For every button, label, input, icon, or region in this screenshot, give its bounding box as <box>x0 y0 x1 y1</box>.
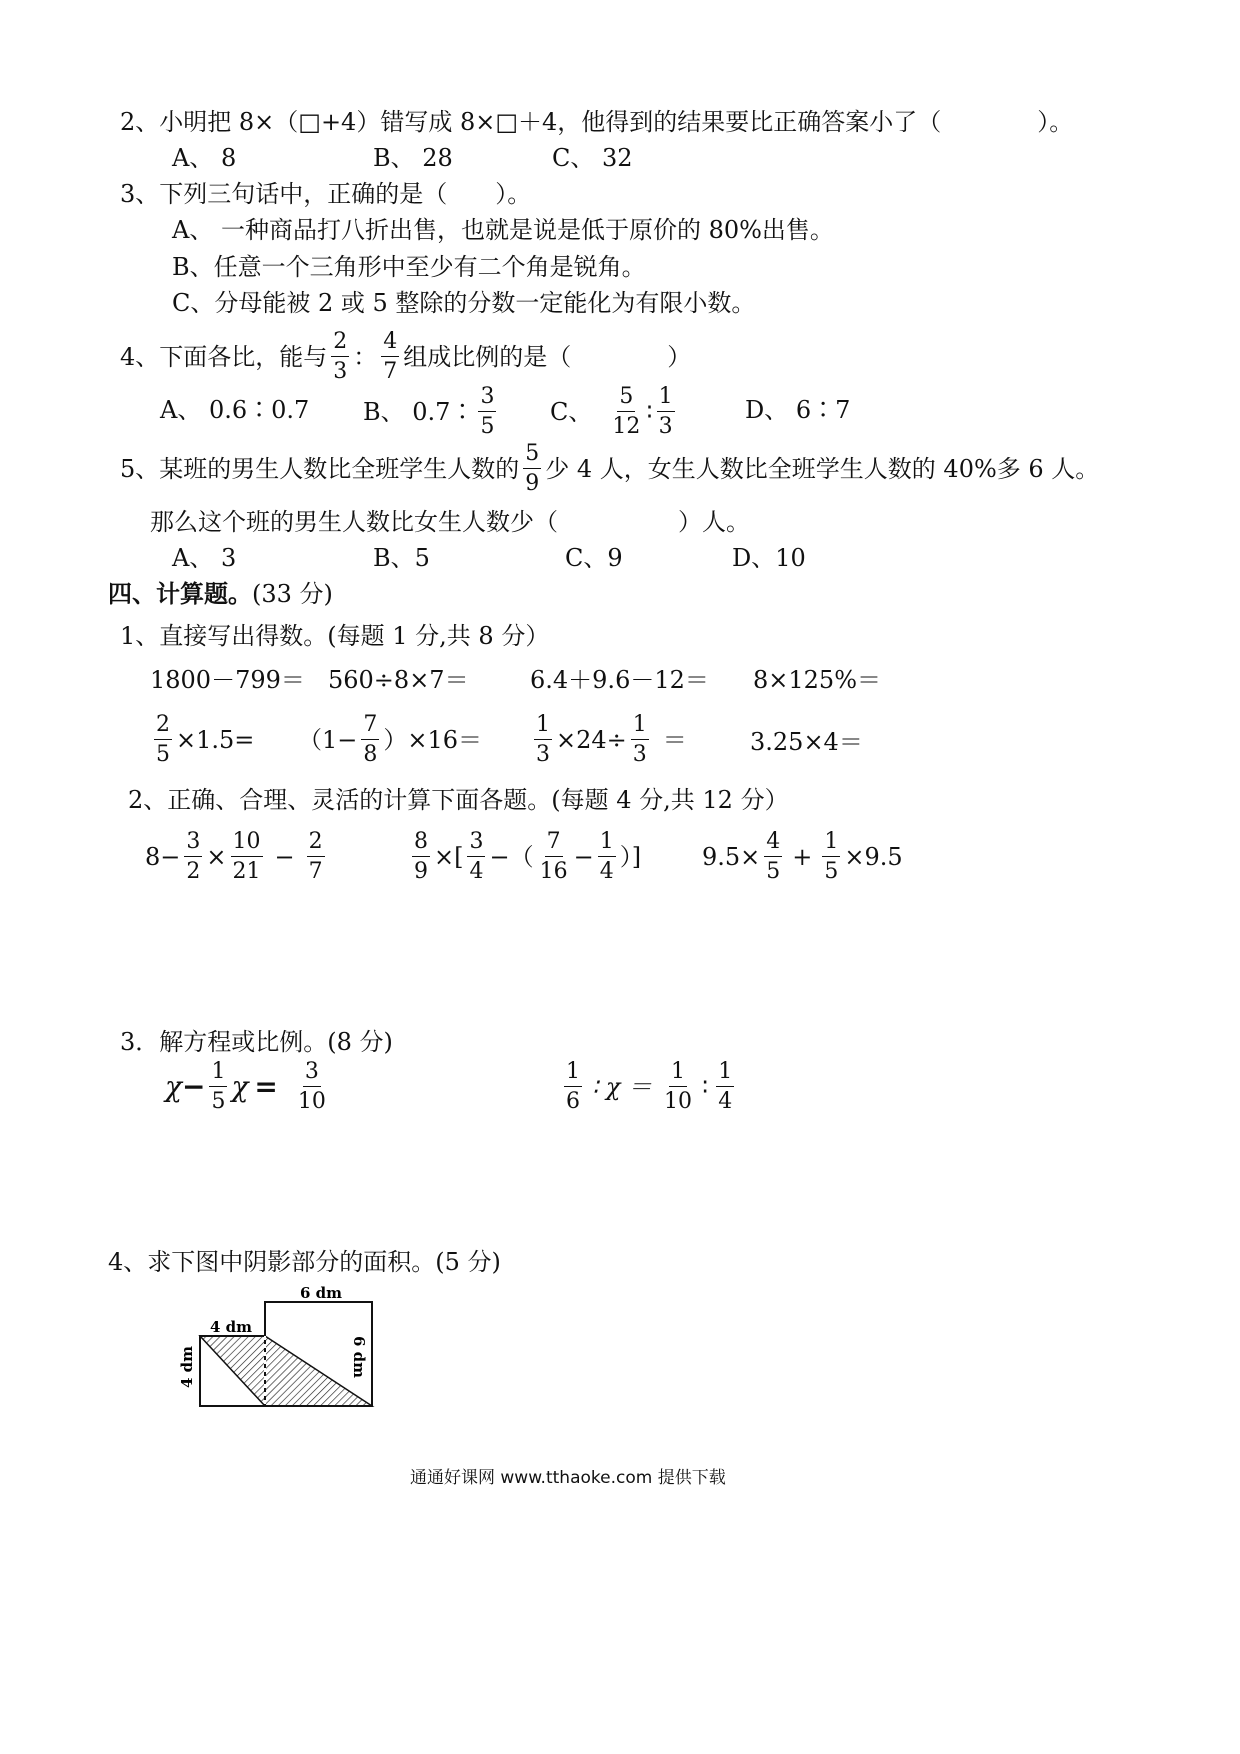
q5-line1-suffix: 少 4 人，女生人数比全班学生人数的 40%多 6 人。 <box>545 454 1100 483</box>
denominator: 6 <box>566 1089 580 1115</box>
q4-option-b-prefix: B、 0.7∶ <box>363 397 475 426</box>
denominator: 5 <box>480 414 495 440</box>
equation-2 <box>560 1060 738 1113</box>
e3-op: + <box>792 842 813 871</box>
q3-option-c: C、分母能被 2 或 5 整除的分数一定能化为有限小数。 <box>172 289 756 317</box>
e1-fraction-3 <box>307 830 325 883</box>
question-5-line-1 <box>120 442 1099 495</box>
e1-fraction-2 <box>231 830 263 883</box>
calc-2-expression-1 <box>145 830 329 883</box>
calc-1-item-5-fraction <box>154 713 172 766</box>
denominator: 7 <box>308 859 323 885</box>
calc-1-item-7-fraction-2 <box>631 713 649 766</box>
q4-option-c-fraction-2 <box>657 385 675 438</box>
denominator: 12 <box>612 414 641 440</box>
numerator: 8 <box>412 830 430 857</box>
e2-fraction-4 <box>598 830 616 883</box>
numerator: 2 <box>331 330 349 357</box>
eq2-fraction-1 <box>564 1060 582 1113</box>
q3-option-b: B、任意一个三角形中至少有二个角是锐角。 <box>172 253 646 281</box>
q4-stem-suffix: 组成比例的是（ ） <box>403 342 692 371</box>
numerator: 1 <box>716 1060 734 1087</box>
e2-fraction-2 <box>467 830 485 883</box>
calc-1-item-7 <box>530 713 687 766</box>
q5-option-c: C、9 <box>565 544 623 572</box>
numerator: 10 <box>231 830 263 857</box>
e3-prefix: 9.5× <box>702 842 761 871</box>
numerator: 1 <box>534 713 552 740</box>
label-top: 6 dm <box>300 1284 343 1302</box>
section-4-heading <box>108 579 333 608</box>
numerator: 2 <box>307 830 325 857</box>
question-5-line-2: 那么这个班的男生人数比女生人数少（ ）人。 <box>150 508 750 536</box>
minus-sign: − <box>181 1069 206 1103</box>
e2-op-2: −（ <box>489 842 534 871</box>
denominator: 3 <box>536 742 550 768</box>
calc-2-expression-3 <box>702 830 903 883</box>
label-right-side: 6 dm <box>350 1336 368 1379</box>
denominator: 10 <box>297 1089 326 1115</box>
numerator: 1 <box>822 830 840 857</box>
calc-1-item-3: 6.4＋9.6－12＝ <box>530 666 709 694</box>
shaded-triangle <box>200 1336 372 1406</box>
q4-stem-prefix: 4、下面各比，能与 <box>120 342 328 371</box>
q4-option-b <box>363 385 500 438</box>
calc-4-title: 4、求下图中阴影部分的面积。(5 分) <box>108 1248 501 1276</box>
denominator: 4 <box>469 859 484 885</box>
denominator: 9 <box>525 471 540 497</box>
q2-option-c: C、 32 <box>552 144 633 172</box>
e3-fraction-1 <box>764 830 782 883</box>
q5-fraction <box>523 442 541 495</box>
calc-2-expression-2 <box>408 830 641 883</box>
e2-fraction-1 <box>412 830 430 883</box>
e1-op-1: × <box>206 842 227 871</box>
numerator: 1 <box>564 1060 582 1087</box>
eq2-colon: ∶ <box>702 1072 709 1101</box>
q5-line1-prefix: 5、某班的男生人数比全班学生人数的 <box>120 454 520 483</box>
e2-op-1: ×[ <box>434 842 464 871</box>
calc-1-item-7-suffix: ＝ <box>662 725 687 754</box>
calc-1-item-6-suffix: ）×16＝ <box>383 725 483 754</box>
denominator: 8 <box>363 742 378 768</box>
denominator: 5 <box>156 742 170 768</box>
denominator: 21 <box>232 859 261 885</box>
q5-option-d: D、10 <box>732 544 806 572</box>
label-left-side: 4 dm <box>178 1345 196 1388</box>
e1-prefix: 8− <box>145 842 181 871</box>
e2-fraction-3 <box>538 830 570 883</box>
calc-1-item-2: 560÷8×7＝ <box>328 666 469 694</box>
numerator: 1 <box>598 830 616 857</box>
q4-option-d: D、 6∶7 <box>745 396 851 424</box>
calc-3-title: 3．解方程或比例。(8 分) <box>120 1028 393 1056</box>
q4-option-c-fraction-1 <box>610 385 642 438</box>
e3-fraction-2 <box>822 830 840 883</box>
calc-1-item-6 <box>298 713 482 766</box>
eq2-fraction-2 <box>662 1060 694 1113</box>
eq2-fraction-3 <box>716 1060 734 1113</box>
eq2-middle: ∶ χ ＝ <box>592 1072 653 1101</box>
denominator: 4 <box>718 1089 733 1115</box>
denominator: 3 <box>333 359 348 385</box>
calc-1-item-8: 3.25×4＝ <box>750 728 863 756</box>
calc-1-item-5 <box>150 713 254 766</box>
q4-option-c-colon: ∶ <box>646 397 653 426</box>
denominator: 9 <box>414 859 428 885</box>
numerator: 4 <box>381 330 399 357</box>
question-2-stem: 2、小明把 8×（□+4）错写成 8×□＋4，他得到的结果要比正确答案小了（ ）。 <box>120 108 1074 136</box>
denominator: 5 <box>824 859 839 885</box>
variable-x: χ <box>165 1069 182 1103</box>
denominator: 2 <box>186 859 201 885</box>
numerator: 2 <box>154 713 172 740</box>
q4-fraction-1 <box>331 330 349 383</box>
denominator: 5 <box>766 859 781 885</box>
calc-1-item-7-mid: ×24÷ <box>556 725 627 754</box>
denominator: 4 <box>599 859 614 885</box>
numerator: 3 <box>467 830 485 857</box>
eq1-fraction-2 <box>296 1060 328 1113</box>
q4-option-c-prefix: C、 <box>550 397 593 426</box>
variable-x: χ <box>231 1069 249 1103</box>
calc-1-title: 1、直接写出得数。(每题 1 分,共 8 分） <box>120 622 550 650</box>
calc-1-item-6-prefix: （1− <box>298 725 358 754</box>
numerator: 1 <box>669 1060 687 1087</box>
q5-option-b: B、5 <box>373 544 430 572</box>
q4-option-a: A、 0.6∶0.7 <box>160 396 310 424</box>
q2-option-b: B、 28 <box>373 144 453 172</box>
question-3-stem: 3、下列三句话中，正确的是（ ）。 <box>120 180 532 208</box>
shaded-area-figure <box>170 1280 400 1430</box>
e2-op-3: − <box>573 842 594 871</box>
question-4-stem <box>120 330 691 383</box>
equation-1 <box>165 1060 332 1113</box>
e1-fraction-1 <box>184 830 202 883</box>
q3-option-a: A、 一种商品打八折出售，也就是说是低于原价的 80%出售。 <box>172 216 834 244</box>
denominator: 16 <box>539 859 568 885</box>
section-4-score: (33 分) <box>252 580 333 608</box>
q4-option-c <box>550 385 679 438</box>
q4-colon: ： <box>353 342 378 371</box>
numerator: 7 <box>545 830 563 857</box>
numerator: 1 <box>631 713 649 740</box>
section-4-title: 四、计算题。 <box>108 579 252 608</box>
denominator: 3 <box>658 414 673 440</box>
calc-2-title: 2、正确、合理、灵活的计算下面各题。(每题 4 分,共 12 分） <box>128 786 789 814</box>
numerator: 1 <box>209 1060 227 1087</box>
numerator: 4 <box>764 830 782 857</box>
numerator: 1 <box>657 385 675 412</box>
calc-1-item-1: 1800－799＝ <box>150 666 305 694</box>
page-footer: 通通好课网 www.tthaoke.com 提供下载 <box>410 1468 726 1488</box>
denominator: 7 <box>383 359 398 385</box>
numerator: 3 <box>303 1060 321 1087</box>
numerator: 5 <box>617 385 635 412</box>
e3-suffix: ×9.5 <box>844 842 903 871</box>
label-left-top: 4 dm <box>210 1318 253 1336</box>
denominator: 3 <box>632 742 647 768</box>
calc-1-item-6-fraction <box>361 713 379 766</box>
e1-op-2: − <box>274 842 295 871</box>
q4-option-b-fraction <box>478 385 496 438</box>
q4-fraction-2 <box>381 330 399 383</box>
q2-option-a: A、 8 <box>172 144 237 172</box>
denominator: 5 <box>211 1089 226 1115</box>
calc-1-item-5-suffix: ×1.5= <box>176 725 255 754</box>
q5-option-a: A、 3 <box>172 544 237 572</box>
numerator: 5 <box>523 442 541 469</box>
e2-close: ）] <box>619 842 642 871</box>
calc-1-item-7-fraction-1 <box>534 713 552 766</box>
numerator: 3 <box>478 385 496 412</box>
eq1-fraction-1 <box>209 1060 227 1113</box>
denominator: 10 <box>664 1089 693 1115</box>
calc-1-item-4: 8×125%＝ <box>753 666 881 694</box>
equals-sign: = <box>254 1069 278 1103</box>
numerator: 7 <box>361 713 379 740</box>
numerator: 3 <box>184 830 202 857</box>
